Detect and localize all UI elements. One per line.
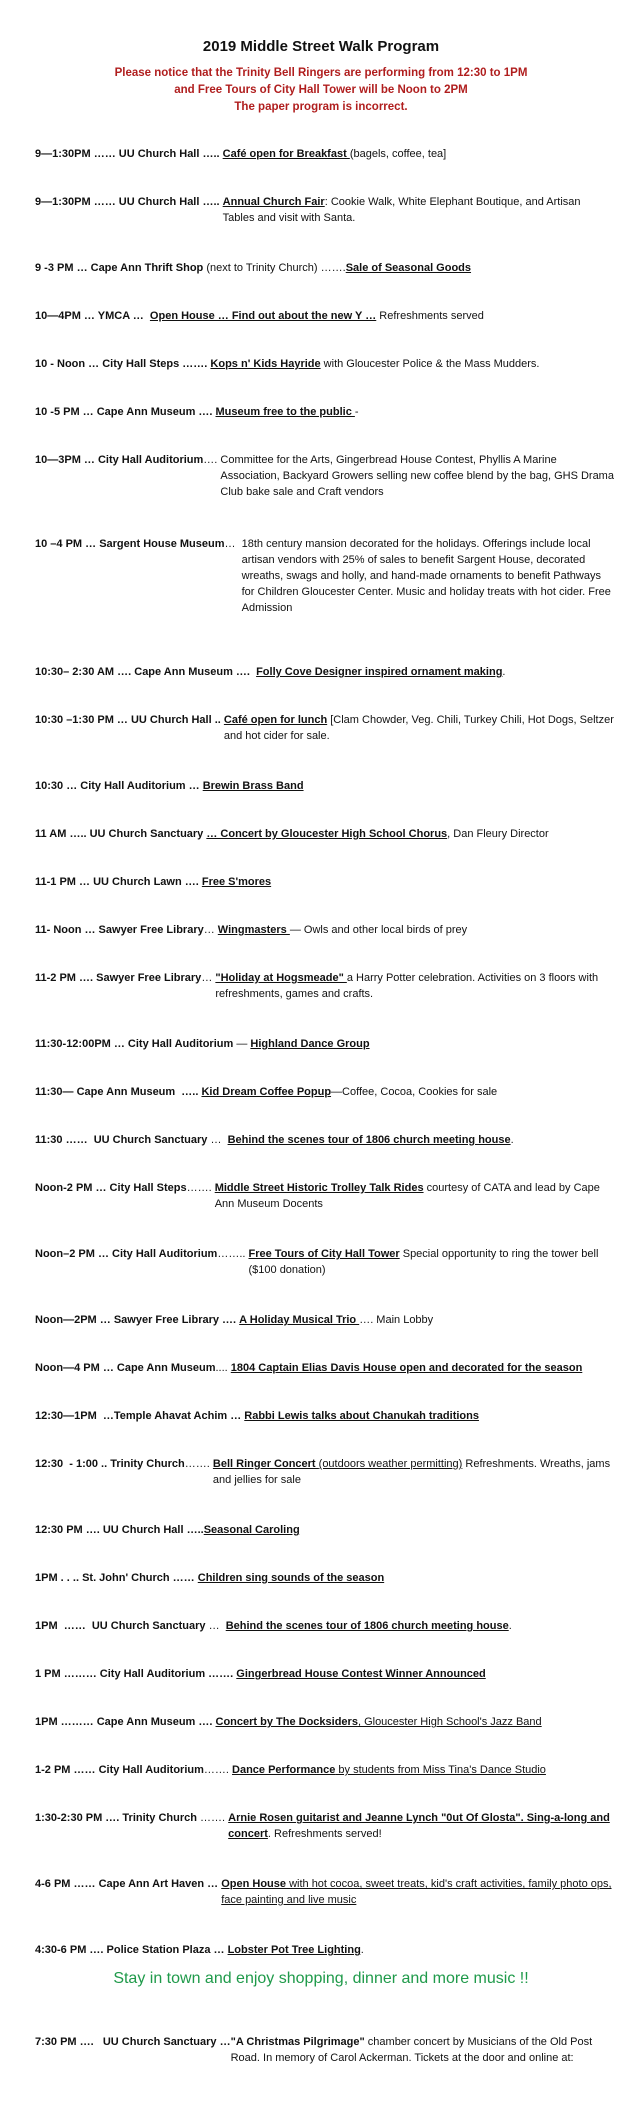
event-body [215, 1180, 615, 1212]
event-details: . [502, 666, 506, 678]
event-body [232, 1762, 615, 1778]
event-time-location: 11:30 …… UU Church Sanctuary [35, 1134, 211, 1146]
event-lead [35, 1036, 250, 1052]
event-time-location: 11 AM ….. UU Church Sanctuary [35, 828, 207, 840]
event-row [35, 826, 615, 842]
event-title: Open House [221, 1878, 287, 1890]
event-details: [Clam Chowder, Veg. Chili, Turkey Chili, Hot Dogs, Seltzer and hot cider for sale. [223, 714, 614, 742]
event-title: Concert by The Docksiders [215, 1716, 358, 1728]
event-time-location: 10 –4 PM … Sargent House Museum [35, 538, 225, 550]
event-time-location: 12:30 - 1:00 .. Trinity Church [35, 1458, 185, 1470]
event-body [228, 1810, 615, 1842]
event-row [35, 1180, 615, 1212]
event-title: Wingmasters [217, 924, 290, 936]
event-time-location: 11- Noon … Sawyer Free Library [35, 924, 204, 936]
event-details: (bagels, coffee, tea] [349, 148, 447, 160]
event-title: Annual Church Fair [222, 196, 325, 208]
event-time-location: 9 -3 PM … Cape Ann Thrift Shop [35, 262, 207, 274]
event-row [35, 1876, 615, 1908]
event-row [35, 1360, 615, 1376]
event-row [35, 712, 615, 744]
event-title: "Holiday at Hogsmeade" [215, 972, 347, 984]
event-time-location: 10:30 –1:30 PM … UU Church Hall .. [35, 714, 224, 726]
event-time-location: 1PM ……… Cape Ann Museum …. [35, 1716, 216, 1728]
event-body [244, 1408, 615, 1424]
event-title: Highland Dance Group [250, 1038, 370, 1050]
event-lead [35, 922, 218, 938]
event-row [35, 194, 615, 226]
event-time-location: Noon—2PM … Sawyer Free Library …. [35, 1314, 240, 1326]
event-row [35, 970, 615, 1002]
event-details: with hot cocoa, sweet treats, kid's craft activities, family photo ops, face painting and live music [221, 1878, 612, 1906]
event-lead [35, 1714, 216, 1730]
event-time-location: 1-2 PM …… City Hall Auditorium [35, 1764, 204, 1776]
event-separator: …. [203, 454, 221, 466]
event-row [35, 922, 615, 938]
event-title: Folly Cove Designer inspired ornament making [256, 666, 503, 678]
event-separator: — [233, 1038, 251, 1050]
event-lead [35, 146, 223, 162]
event-body [231, 2034, 615, 2066]
event-lead [35, 970, 215, 986]
event-separator: ……. [203, 1764, 233, 1776]
event-lead [35, 826, 206, 842]
event-details: with Gloucester Police & the Mass Mudders. [320, 358, 540, 370]
event-body [223, 146, 615, 162]
event-body [216, 1714, 615, 1730]
event-time-location: 10 - Noon … City Hall Steps ……. [35, 358, 211, 370]
event-time-location: 12:30 PM …. UU Church Hall ….. [35, 1524, 204, 1536]
event-details: courtesy of CATA and lead by Cape Ann Museum Docents [214, 1182, 600, 1210]
event-details: Refreshments served [376, 310, 484, 322]
event-lead [35, 778, 203, 794]
event-lead [35, 1180, 215, 1196]
event-body [228, 1942, 615, 1958]
event-time-location: 11-1 PM … UU Church Lawn …. [35, 876, 202, 888]
event-time-location: 4-6 PM …… Cape Ann Art Haven … [35, 1878, 222, 1890]
event-time-location: 1PM . . .. St. John' Church …… [35, 1572, 198, 1584]
event-body [239, 1312, 615, 1328]
event-body [249, 1246, 616, 1278]
event-title: "A Christmas Pilgrimage" [230, 2036, 365, 2048]
event-row [35, 664, 615, 680]
event-separator: … [203, 924, 218, 936]
event-row [35, 1666, 615, 1682]
event-body [198, 1570, 615, 1586]
event-title: Rabbi Lewis talks about Chanukah traditions [244, 1410, 479, 1422]
event-body [236, 1666, 615, 1682]
event-row [35, 536, 615, 616]
event-body [220, 452, 615, 500]
event-title: Middle Street Historic Trolley Talk Rides [214, 1182, 424, 1194]
event-time-location: 11:30— Cape Ann Museum ….. [35, 1086, 202, 1098]
event-title: Lobster Pot Tree Lighting [227, 1944, 361, 1956]
event-details: Refreshments. Wreaths, jams and jellies for sale [212, 1458, 611, 1486]
event-title: Kid Dream Coffee Popup [201, 1086, 332, 1098]
event-body [203, 778, 615, 794]
event-lead [35, 1810, 228, 1826]
event-body [256, 664, 615, 680]
event-title: … Concert by Gloucester High School Chorus [206, 828, 448, 840]
event-title: Brewin Brass Band [202, 780, 304, 792]
event-body [223, 194, 615, 226]
event-title: Café open for Breakfast [222, 148, 350, 160]
notice-line: Please notice that the Trinity Bell Ringers are performing from 12:30 to 1PM [114, 67, 528, 79]
event-separator: …….. [217, 1248, 249, 1260]
event-details: Committee for the Arts, Gingerbread House Contest, Phyllis A Marine Association, Backyard Growers selling new coffee blend by the bag, GHS Drama Club bake sale and Craft vendors [220, 454, 614, 498]
event-time-location: 10 -5 PM … Cape Ann Museum …. [35, 406, 216, 418]
event-lead [35, 1084, 201, 1100]
event-details: by students from Miss Tina's Dance Studio [335, 1764, 546, 1776]
event-title: Café open for lunch [223, 714, 328, 726]
event-details: chamber concert by Musicians of the Old Post Road. In memory of Carol Ackerman. Tickets at the door and online at: [230, 2036, 593, 2064]
event-row [35, 778, 615, 794]
event-separator: … [201, 972, 216, 984]
event-row [35, 1456, 615, 1488]
event-lead [35, 260, 346, 276]
event-separator: ……. [186, 1182, 215, 1194]
event-title: Behind the scenes tour of 1806 church meeting house [225, 1620, 509, 1632]
event-row [35, 1084, 615, 1100]
event-separator: ……. [184, 1458, 213, 1470]
event-row [35, 1570, 615, 1586]
event-body [206, 826, 615, 842]
event-separator: .... [215, 1362, 231, 1374]
event-time-location: 11:30-12:00PM … City Hall Auditorium [35, 1038, 234, 1050]
event-title: Seasonal Caroling [203, 1524, 300, 1536]
event-row [35, 260, 615, 276]
event-body [242, 536, 615, 616]
event-row [35, 1246, 615, 1278]
event-time-location: 11-2 PM …. Sawyer Free Library [35, 972, 202, 984]
event-details: , Dan Fleury Director [447, 828, 549, 840]
event-row [35, 1132, 615, 1148]
stay-in-town-message: Stay in town and enjoy shopping, dinner and more music !! [113, 1970, 529, 1987]
event-time-location: 4:30-6 PM …. Police Station Plaza … [35, 1944, 228, 1956]
event-separator: … [208, 1620, 226, 1632]
event-title: Free S'mores [201, 876, 272, 888]
event-row [35, 404, 615, 420]
event-title: Bell Ringer Concert [212, 1458, 319, 1470]
event-details: : Cookie Walk, White Elephant Boutique, and Artisan Tables and visit with Santa. [222, 196, 581, 224]
event-lead [35, 1942, 228, 1958]
event-row [35, 452, 615, 500]
event-time-location: Noon-2 PM … City Hall Steps [35, 1182, 187, 1194]
event-time-location: Noon–2 PM … City Hall Auditorium [35, 1248, 218, 1260]
event-lead [35, 1522, 204, 1538]
event-title: Gingerbread House Contest Winner Announced [236, 1668, 486, 1680]
event-lead [35, 356, 210, 372]
event-title: Museum free to the public [215, 406, 355, 418]
event-row [35, 1036, 615, 1052]
event-body [216, 404, 615, 420]
event-time-location: Noon—4 PM … Cape Ann Museum [35, 1362, 216, 1374]
event-lead [35, 308, 150, 324]
event-title: 1804 Captain Elias Davis House open and decorated for the season [230, 1362, 583, 1374]
event-row [35, 1312, 615, 1328]
event-lead [35, 1876, 221, 1892]
event-time-location: 9—1:30PM …… UU Church Hall ….. [35, 196, 223, 208]
event-time-location: 1:30-2:30 PM …. Trinity Church [35, 1812, 201, 1824]
event-lead [35, 1408, 244, 1424]
event-details: —Coffee, Cocoa, Cookies for sale [331, 1086, 498, 1098]
event-details: — Owls and other local birds of prey [289, 924, 468, 936]
event-row [35, 308, 615, 324]
notice-block [0, 65, 642, 116]
event-lead [35, 1132, 228, 1148]
event-details: - [354, 406, 359, 418]
event-lead [35, 1360, 231, 1376]
event-title: Open House … Find out about the new Y … [149, 310, 377, 322]
event-title: Children sing sounds of the season [197, 1572, 385, 1584]
event-row [35, 874, 615, 890]
event-body [221, 1876, 615, 1908]
event-separator: … [224, 538, 242, 550]
final-event [35, 2034, 615, 2066]
event-row [35, 1942, 615, 1958]
event-details: Special opportunity to ring the tower bell ($100 donation) [248, 1248, 599, 1276]
event-body [210, 356, 615, 372]
event-body [202, 874, 615, 890]
event-lead [35, 1570, 198, 1586]
event-body [215, 970, 615, 1002]
event-body [224, 712, 615, 744]
event-details: …. Main Lobby [359, 1314, 434, 1326]
event-row [35, 1618, 615, 1634]
notice-line: The paper program is incorrect. [234, 101, 408, 113]
event-details: 18th century mansion decorated for the holidays. Offerings include local artisan vendors with 25% of sales to benefit Sargent House, decorated wreaths, swags and holly, and hand-made ornaments to benefit Pathways for Children Gloucester Center. Music and holiday treats with hot cider. Free Admission [241, 538, 611, 614]
event-time-location: 10:30 … City Hall Auditorium … [35, 780, 203, 792]
event-lead [35, 1456, 213, 1472]
event-details: , Gloucester High School's Jazz Band [357, 1716, 542, 1728]
event-details: . [510, 1134, 514, 1146]
event-lead [35, 1762, 232, 1778]
event-time-location: 10:30– 2:30 AM …. Cape Ann Museum …. [35, 666, 257, 678]
event-title: Sale of Seasonal Goods [345, 262, 472, 274]
event-body [213, 1456, 615, 1488]
event-row [35, 1810, 615, 1842]
event-row [35, 1522, 615, 1538]
event-body [204, 1522, 615, 1538]
notice-line: and Free Tours of City Hall Tower will be Noon to 2PM [174, 84, 468, 96]
event-details: . Refreshments served! [267, 1828, 382, 1840]
event-details: . [508, 1620, 512, 1632]
event-body [150, 308, 615, 324]
event-details: a Harry Potter celebration. Activities on 3 floors with refreshments, games and crafts. [215, 972, 599, 1000]
event-time-location: 1PM …… UU Church Sanctuary [35, 1620, 209, 1632]
event-lead: 7:30 PM …. UU Church Sanctuary … [35, 2036, 231, 2048]
event-row [35, 146, 615, 162]
event-body [231, 1360, 615, 1376]
event-lead [35, 1312, 239, 1328]
event-row [35, 1714, 615, 1730]
event-body [201, 1084, 615, 1100]
event-time-location: 10—3PM … City Hall Auditorium [35, 454, 204, 466]
event-row [35, 356, 615, 372]
event-row [35, 1762, 615, 1778]
event-title: Behind the scenes tour of 1806 church meeting house [227, 1134, 511, 1146]
event-body [218, 922, 615, 938]
event-lead [35, 874, 202, 890]
event-time-location: 12:30—1PM …Temple Ahavat Achim … [35, 1410, 245, 1422]
event-lead [35, 1666, 236, 1682]
event-separator: ……. [200, 1812, 229, 1824]
event-time-location: 1 PM ……… City Hall Auditorium ……. [35, 1668, 237, 1680]
event-note: (outdoors weather permitting) [318, 1458, 463, 1470]
event-body [226, 1618, 615, 1634]
event-title: Kops n' Kids Hayride [210, 358, 321, 370]
event-time-location: 10—4PM … YMCA … [35, 310, 150, 322]
event-body [250, 1036, 615, 1052]
event-separator: … [210, 1134, 228, 1146]
event-lead [35, 1246, 249, 1262]
event-title: Dance Performance [232, 1764, 336, 1776]
event-details: . [360, 1944, 364, 1956]
event-lead [35, 404, 216, 420]
event-lead [35, 536, 242, 552]
page-title: 2019 Middle Street Walk Program [202, 38, 440, 55]
event-separator: (next to Trinity Church) ……. [206, 262, 346, 274]
event-lead [35, 194, 223, 210]
event-lead [35, 712, 224, 728]
event-row [35, 1408, 615, 1424]
event-time-location: 9—1:30PM …… UU Church Hall ….. [35, 148, 223, 160]
event-lead [35, 1618, 226, 1634]
event-title: Arnie Rosen guitarist and Jeanne Lynch "0ut Of Glosta". Sing-a-long and concert [228, 1812, 610, 1840]
event-title: A Holiday Musical Trio [239, 1314, 360, 1326]
event-title: Free Tours of City Hall Tower [248, 1248, 400, 1260]
event-lead [35, 664, 256, 680]
event-lead [35, 452, 220, 468]
event-body [228, 1132, 615, 1148]
event-body [346, 260, 615, 276]
